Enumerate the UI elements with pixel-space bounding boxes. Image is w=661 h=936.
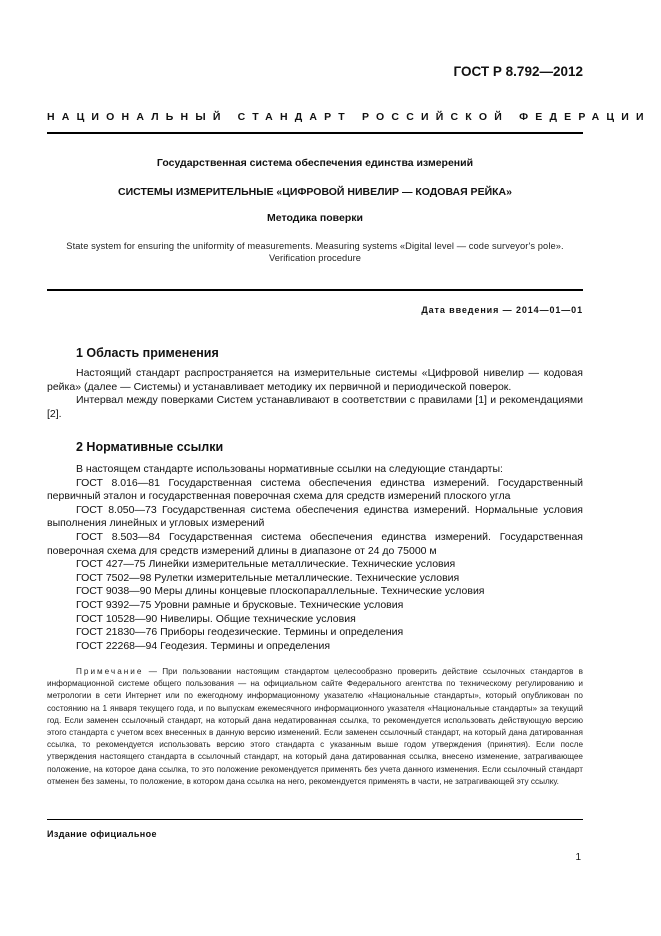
reference-item: ГОСТ 8.016—81 Государственная система обеспечения единства измерений. Государственный первичный эталон и государственная поверочная схема для средств измерений плоского угла (47, 476, 583, 503)
section1-body (47, 367, 583, 421)
references-note (47, 666, 583, 788)
header-divider (47, 132, 583, 134)
title-english-line2: Verification procedure (268, 253, 362, 263)
section1-heading: 1 Область применения (76, 346, 219, 360)
title-system: Государственная система обеспечения единства измерений (156, 157, 474, 169)
reference-item: ГОСТ 21830—76 Приборы геодезические. Термины и определения (76, 626, 404, 639)
note-text: — При пользовании настоящим стандартом целесообразно проверить действие ссылочных стандартов в информационной системе общего пользования — на официальном сайте Федерального агентства по техническому регулированию и метрологии в сети Интернет или по ежегодному информационному указателю «Национальные стандарты», который опубликован по состоянию на 1 января текущего года, и по выпускам ежемесячного информационного указателя «Национальные стандарты» за текущий год. Если заменен ссылочный стандарт, на который дана недатированная ссылка, то рекомендуется использовать действующую версию этого стандарта с учетом всех внесенных в данную версию изменений. Если заменен ссылочный стандарт, на который дана датированная ссылка, то рекомендуется использовать версию этого стандарта с указанным выше годом утверждения (принятия). Если после утверждения настоящего стандарта в ссылочный стандарт, на который дана датированная ссылка, внесено изменение, затрагивающее положение, на которое дана ссылка, то это положение рекомендуется применять без учета данного изменения. Если ссылочный стандарт отменен без замены, то положение, в котором дана ссылка на него, рекомендуется применять в части, не затрагивающей эту ссылку. (47, 667, 583, 786)
footer-divider (47, 819, 583, 820)
page-number: 1 (575, 852, 581, 863)
reference-item: ГОСТ 8.503—84 Государственная система обеспечения единства измерений. Государственная поверочная схема для средств измерений длины в диапазоне от 24 до 75000 м (47, 530, 583, 557)
reference-item: ГОСТ 427—75 Линейки измерительные металлические. Технические условия (76, 558, 456, 571)
title-english-line1: State system for ensuring the uniformity of measurements. Measuring systems «Digital level — code surveyor's pole». (66, 241, 564, 251)
section2-heading: 2 Нормативные ссылки (76, 440, 224, 454)
reference-item: ГОСТ 7502—98 Рулетки измерительные металлические. Технические условия (76, 571, 460, 584)
section2-intro: В настоящем стандарте использованы нормативные ссылки на следующие стандарты: (76, 463, 503, 475)
document-code: ГОСТ Р 8.792—2012 (453, 64, 583, 79)
title-divider (47, 289, 583, 291)
section2-body (47, 463, 583, 653)
reference-item: ГОСТ 8.050—73 Государственная система обеспечения единства измерений. Нормальные условия выполнения линейных и угловых измерений (47, 503, 583, 530)
title-english (47, 240, 583, 264)
reference-item: ГОСТ 22268—94 Геодезия. Термины и определения (76, 639, 331, 652)
section1-paragraph: Интервал между поверками Систем устанавливают в соответствии с правилами [1] и рекомендациями [2]. (47, 394, 583, 420)
national-standard-banner: НАЦИОНАЛЬНЫЙ СТАНДАРТ РОССИЙСКОЙ ФЕДЕРАЦИИ (47, 111, 651, 123)
reference-item: ГОСТ 10528—90 Нивелиры. Общие технические условия (76, 612, 356, 625)
introduction-date: Дата введения — 2014—01—01 (421, 305, 583, 315)
title-subtitle: Методика поверки (267, 212, 363, 224)
section1-paragraph: Настоящий стандарт распространяется на измерительные системы «Цифровой нивелир — кодовая рейка» (далее — Системы) и устанавливает методику их первичной и периодической поверок. (47, 367, 583, 393)
official-edition-label: Издание официальное (47, 829, 157, 839)
reference-item: ГОСТ 9392—75 Уровни рамные и брусковые. Технические условия (76, 598, 404, 611)
title-main: СИСТЕМЫ ИЗМЕРИТЕЛЬНЫЕ «ЦИФРОВОЙ НИВЕЛИР — КОДОВАЯ РЕЙКА» (118, 186, 512, 198)
reference-item: ГОСТ 9038—90 Меры длины концевые плоскопараллельные. Технические условия (76, 585, 485, 598)
note-label: Примечание (76, 667, 144, 676)
